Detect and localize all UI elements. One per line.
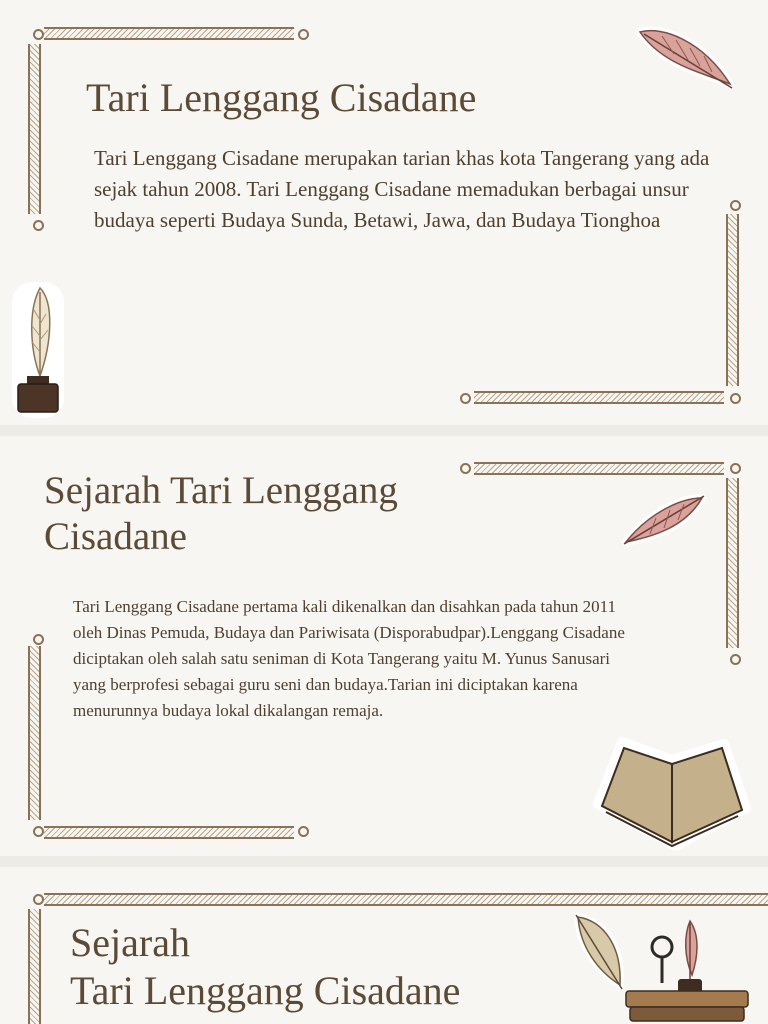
- frame-ornament: [298, 29, 309, 40]
- slide-title: [70, 919, 590, 1015]
- frame-top-border: [474, 462, 724, 475]
- frame-right-border: [726, 478, 739, 648]
- books-icon: [622, 985, 752, 1024]
- frame-ornament: [33, 826, 44, 837]
- slide-3: [0, 867, 768, 1024]
- slide-title-line-1: Sejarah: [70, 920, 190, 965]
- frame-top-border: [44, 27, 294, 40]
- frame-top-border: [44, 893, 768, 906]
- feather-icon: [572, 911, 628, 991]
- feather-icon: [620, 492, 710, 550]
- slide-2: [0, 436, 768, 856]
- frame-ornament: [298, 826, 309, 837]
- slide-title: Sejarah Tari Lenggang Cisadane: [44, 469, 398, 559]
- frame-ornament: [33, 634, 44, 645]
- frame-ornament: [730, 463, 741, 474]
- frame-left-border: [28, 646, 41, 820]
- frame-ornament: [730, 654, 741, 665]
- slide-title-line-2: Tari Lenggang Cisadane: [70, 968, 461, 1013]
- frame-ornament: [33, 894, 44, 905]
- quill-inkpot-icon: [10, 280, 66, 420]
- open-book-icon: [592, 734, 752, 852]
- slide-1: [0, 0, 768, 425]
- frame-bottom-border: [474, 391, 724, 404]
- frame-ornament: [33, 29, 44, 40]
- slide-body-text: Tari Lenggang Cisadane pertama kali dikenalkan dan disahkan pada tahun 2011 oleh Dinas Pemuda, Budaya dan Pariwisata (Disporabudpar).Lenggang Cisadane diciptakan oleh salah satu seniman di Kota Tangerang yaitu M. Yunus Sanusari yang berprofesi sebagai guru seni dan budaya.Tarian ini diciptakan karena menurunnya budaya lokal dikalangan remaja.: [73, 597, 625, 720]
- frame-left-border: [28, 44, 41, 214]
- frame-ornament: [730, 393, 741, 404]
- frame-bottom-border: [44, 826, 294, 839]
- frame-right-border: [726, 214, 739, 386]
- slide-body-text: Tari Lenggang Cisadane merupakan tarian khas kota Tangerang yang ada sejak tahun 2008. Tari Lenggang Cisadane memadukan berbagai unsur budaya seperti Budaya Sunda, Betawi, Jawa, dan Budaya Tionghoa: [94, 146, 710, 232]
- frame-ornament: [460, 393, 471, 404]
- frame-left-border: [28, 909, 41, 1024]
- feather-icon: [632, 22, 742, 97]
- frame-ornament: [33, 220, 44, 231]
- slide-title: Tari Lenggang Cisadane: [86, 75, 477, 120]
